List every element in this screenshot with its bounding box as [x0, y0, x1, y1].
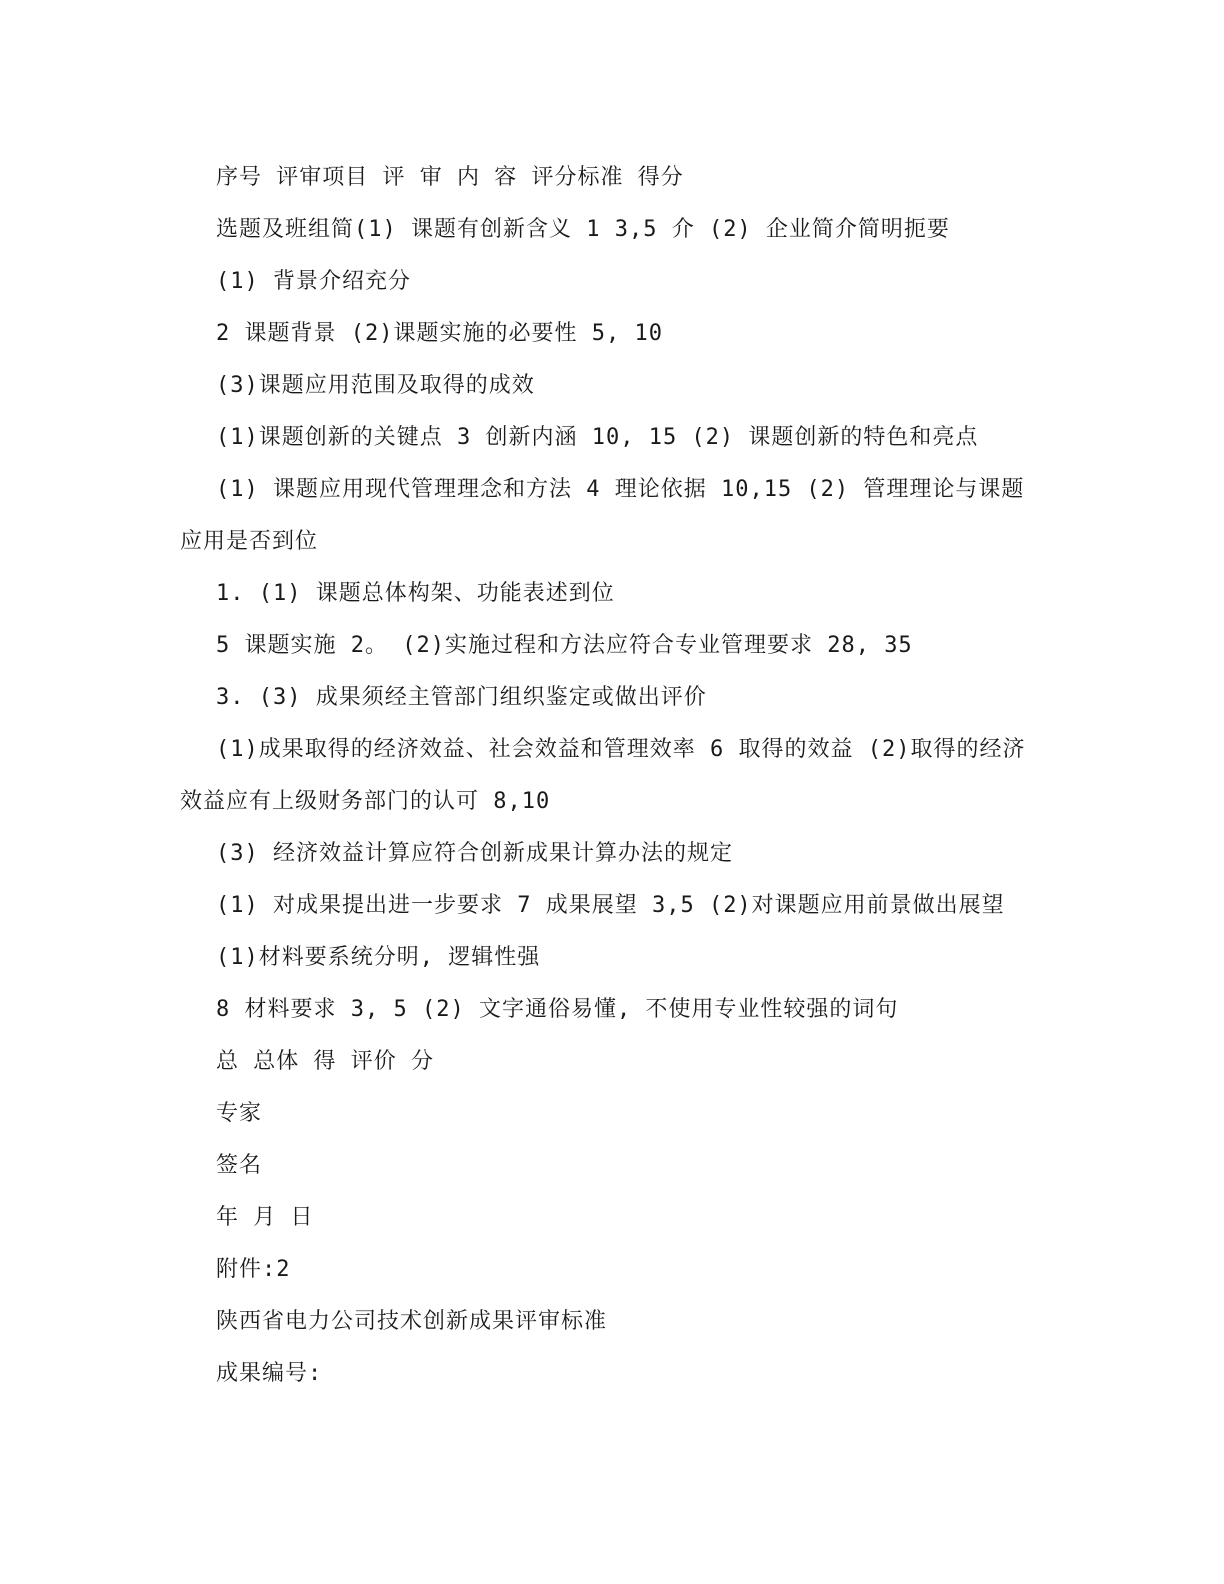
text-line: (1) 背景介绍充分 — [216, 269, 411, 294]
text-line: 总 总体 得 评价 分 — [216, 1049, 434, 1074]
text-line: 效益应有上级财务部门的认可 8,10 — [180, 789, 551, 814]
text-line: 签名 — [216, 1153, 263, 1178]
text-line: 3. (3) 成果须经主管部门组织鉴定或做出评价 — [216, 685, 707, 710]
text-line: (1) 课题应用现代管理理念和方法 4 理论依据 10,15 (2) 管理理论与课题 — [216, 477, 1025, 502]
text-line: 选题及班组简(1) 课题有创新含义 1 3,5 介 (2) 企业简介简明扼要 — [216, 217, 950, 242]
text-line: 成果编号: — [216, 1361, 323, 1386]
text-line: 应用是否到位 — [180, 529, 319, 554]
text-line: (1) 对成果提出进一步要求 7 成果展望 3,5 (2)对课题应用前景做出展望 — [216, 893, 1005, 918]
text-line: 专家 — [216, 1101, 263, 1126]
text-line: 序号 评审项目 评 审 内 容 评分标准 得分 — [216, 165, 684, 190]
text-line: (1)成果取得的经济效益、社会效益和管理效率 6 取得的效益 (2)取得的经济 — [216, 737, 1026, 762]
text-line: 2 课题背景 (2)课题实施的必要性 5, 10 — [216, 321, 663, 346]
text-line: (1)材料要系统分明, 逻辑性强 — [216, 945, 541, 970]
text-line: 附件:2 — [216, 1257, 291, 1282]
text-line: (3)课题应用范围及取得的成效 — [216, 373, 535, 398]
text-line: (1)课题创新的关键点 3 创新内涵 10, 15 (2) 课题创新的特色和亮点 — [216, 425, 979, 450]
text-line: 1. (1) 课题总体构架、功能表述到位 — [216, 581, 615, 606]
text-line: (3) 经济效益计算应符合创新成果计算办法的规定 — [216, 841, 733, 866]
text-line: 8 材料要求 3, 5 (2) 文字通俗易懂, 不使用专业性较强的词句 — [216, 997, 899, 1022]
text-line: 年 月 日 — [216, 1205, 314, 1230]
text-line: 5 课题实施 2。 (2)实施过程和方法应符合专业管理要求 28, 35 — [216, 633, 913, 658]
document-title: 陕西省电力公司技术创新成果评审标准 — [216, 1309, 608, 1334]
